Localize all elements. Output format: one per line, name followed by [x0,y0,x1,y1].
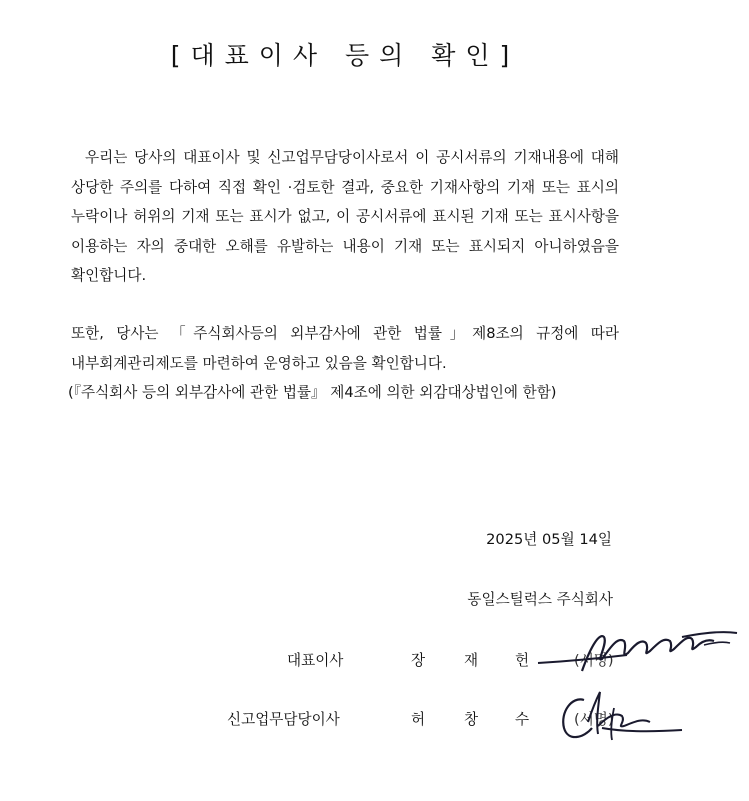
signatory-role: 대표이사 [287,652,344,669]
signature-placeholder: (서명) [574,652,614,669]
signatory-name-char: 헌 [515,652,530,669]
signatory-name-char: 허 [411,711,426,728]
signature-placeholder: (서명) [574,711,614,728]
signature-row-disclosure-officer [0,704,749,734]
handwritten-signature-ceo [532,623,742,683]
signature-row-ceo [0,645,749,675]
internal-control-paragraph: 또한, 당사는 「주식회사등의 외부감사에 관한 법률」제8조의 규정에 따라 내부회계관리제도를 마련하여 운영하고 있음을 확인합니다. [71,325,619,372]
company-name: 동일스틸럭스 주식회사 [467,591,613,608]
signatory-name-char: 재 [464,652,479,669]
signatory-name-char: 수 [515,711,530,728]
applicability-note: (『주식회사 등의 외부감사에 관한 법률』 제4조에 의한 외감대상법인에 한함) [68,384,557,401]
handwritten-signature-officer [554,682,689,750]
signatory-name-char: 장 [411,652,426,669]
confirmation-paragraph: 우리는 당사의 대표이사 및 신고업무담당이사로서 이 공시서류의 기재내용에 대해 상당한 주의를 다하여 직접 확인 ·검토한 결과, 중요한 기재사항의 기재 또는 표시의 누락이나 허위의 기재 또는 표시가 없고, 이 공시서류에 표시된 기재 또는 표시사항을 이용하는 자의 중대한 오해를 유발하는 내용이 기재 또는 표시되지 아니하였음을 확인합니다. [71,149,619,284]
signatory-name-char: 창 [464,711,479,728]
signatory-role: 신고업무담당이사 [227,711,340,728]
document-date: 2025년 05월 14일 [486,531,612,548]
document-title: [대표이사 등의 확인] [170,41,520,70]
